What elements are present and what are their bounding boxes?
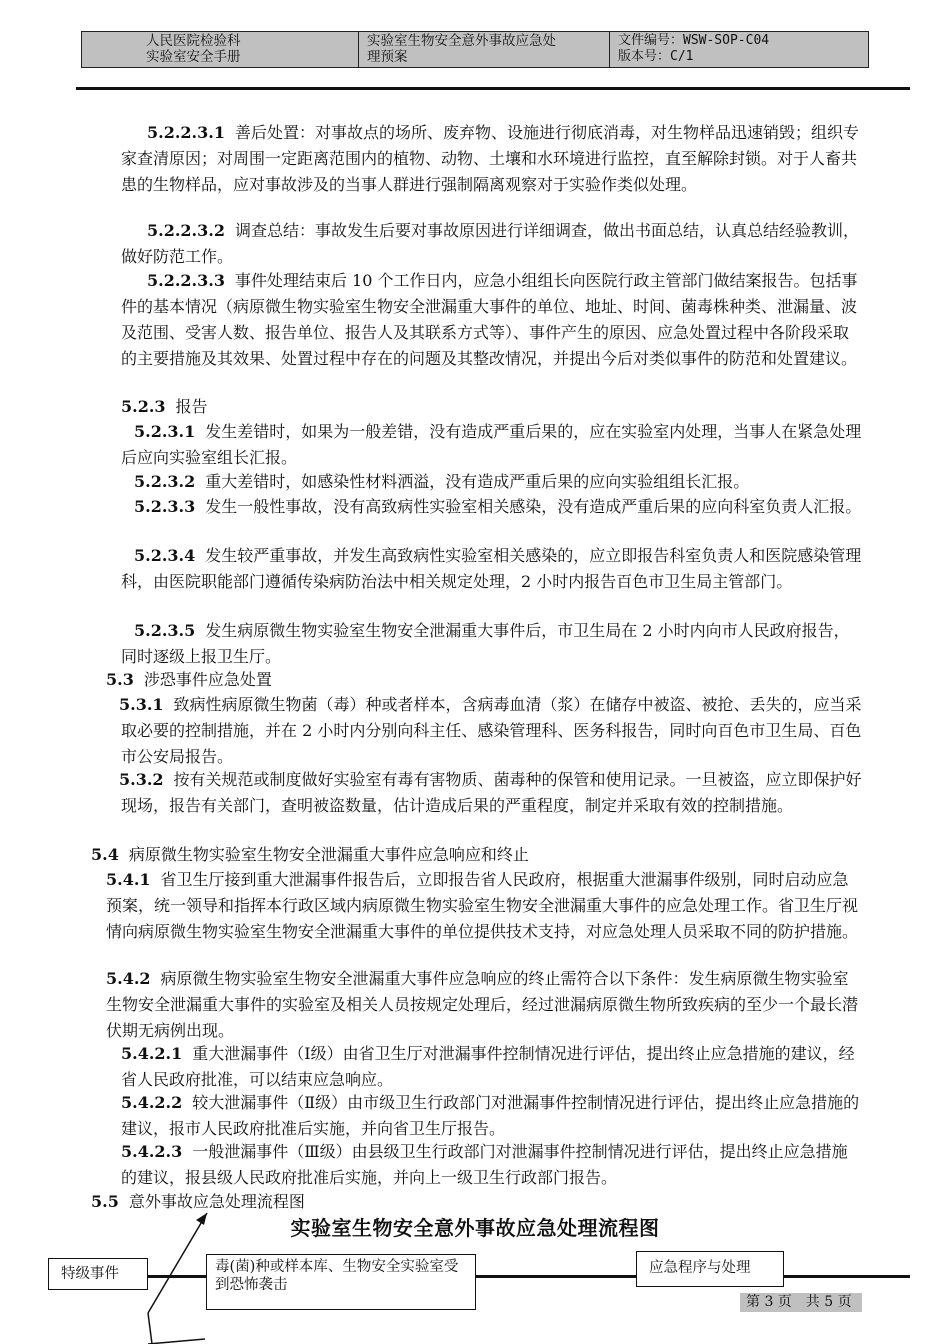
section-5-4-2-1: 5.4.2.1 重大泄漏事件（Ⅰ级）由省卫生厅对泄漏事件控制情况进行评估，提出终止应急措施的建议，经省人民政府批准，可以结束应急响应。 — [121, 1044, 855, 1089]
section-5-4-2: 5.4.2 病原微生物实验室生物安全泄漏重大事件应急响应的终止需符合以下条件：发生病原微生物实验室生物安全泄漏重大事件的实验室及相关人员按规定处理后，经过泄漏病原微生物所致疾病的至少一个最长潜伏期无病例出现。 — [106, 969, 859, 1040]
section-5-3: 5.3 涉恐事件应急处置 — [106, 670, 272, 689]
section-5-2-3-5: 5.2.3.5 发生病原微生物实验室生物安全泄漏重大事件后，市卫生局在 2 小时内向市人民政府报告，同时逐级上报卫生厅。 — [121, 621, 850, 666]
section-5-2-3-2: 5.2.3.2 重大差错时，如感染性材料洒溢，没有造成严重后果的应向实验组组长汇报。 — [134, 472, 750, 491]
section-5-2-3: 5.2.3 报告 — [121, 397, 208, 416]
section-5-4-1: 5.4.1 省卫生厅接到重大泄漏事件报告后，立即报告省人民政府，根据重大泄漏事件级别，同时启动应急预案，统一领导和指挥本行政区域内病原微生物实验室生物安全泄漏重大事件的应急处理工作。省卫生厅视情向病原微生物实验室生物安全泄漏重大事件的单位提供技术支持，对应急处理人员采取不同的防护措施。 — [106, 870, 859, 941]
flow-box-special-event: 特级事件 — [48, 1258, 148, 1290]
section-5-5: 5.5 意外事故应急处理流程图 — [91, 1192, 305, 1211]
section-5-2-2-3-3: 5.2.2.3.3 事件处理结束后 10 个工作日内，应急小组组长向医院行政主管部门做结案报告。包括事件的基本情况（病原微生物实验室生物安全泄漏重大事件的单位、地址、时间、菌毒株种类、泄漏量、波及范围、受害人数、报告单位、报告人及其联系方式等）、事件产生的原因、应急处置过程中各阶段采取的主要措施及其效果、处置过程中存在的问题及其整改情况，并提出今后对类似事件的防范和处置建议。 — [121, 271, 858, 368]
arrow-up-line — [148, 1213, 207, 1313]
arrow-up-head — [196, 1213, 207, 1225]
section-5-3-2: 5.3.2 按有关规范或制度做好实验室有毒有害物质、菌毒种的保管和使用记录。一旦被盗，应立即保护好现场，报告有关部门，查明被盗数量，估计造成后果的严重程度，制定并采取有效的控制措施。 — [119, 770, 862, 815]
section-5-2-2-3-1: 5.2.2.3.1 善后处置：对事故点的场所、废弃物、设施进行彻底消毒，对生物样品迅速销毁；组织专家查清原因；对周围一定距离范围内的植物、动物、土壤和水环境进行监控，直至解除封锁。对于人畜共患的生物样品，应对事故涉及的当事人群进行强制隔离观察对于实验作类似处理。 — [121, 123, 859, 194]
flowchart-title: 实验室生物安全意外事故应急处理流程图 — [290, 1216, 660, 1240]
flow-box-terror-attack: 毒(菌)种或样本库、生物安全实验室受到恐怖袭击 — [206, 1254, 476, 1310]
page-number: 第 3 页 共 5 页 — [746, 1294, 852, 1310]
arrow-right-line — [148, 1339, 205, 1344]
section-5-4-2-3: 5.4.2.3 一般泄漏事件（Ⅲ级）由县级卫生行政部门对泄漏事件控制情况进行评估，提出终止应急措施的建议，报县级人民政府批准后实施，并向上一级卫生行政部门报告。 — [121, 1142, 848, 1187]
section-5-3-1: 5.3.1 致病性病原微生物菌（毒）种或者样本，含病毒血清（浆）在储存中被盗、被抢、丢失的，应当采取必要的控制措施，并在 2 小时内分别向科主任、感染管理科、医务科报告，同时向百色市卫生局、百色市公安局报告。 — [119, 695, 862, 766]
section-5-2-3-3: 5.2.3.3 发生一般性事故，没有高致病性实验室相关感染，没有造成严重后果的应向科室负责人汇报。 — [134, 497, 862, 516]
flow-box-emergency-procedure: 应急程序与处理 — [636, 1251, 784, 1287]
header-docinfo: 文件编号：WSW-SOP-C04 版本号：C/1 — [618, 33, 770, 64]
section-5-2-2-3-2: 5.2.2.3.2 调查总结：事故发生后要对事故原因进行详细调查，做出书面总结，认真总结经验教训，做好防范工作。 — [121, 221, 859, 266]
section-5-4: 5.4 病原微生物实验室生物安全泄漏重大事件应急响应和终止 — [91, 845, 529, 864]
section-5-2-3-1: 5.2.3.1 发生差错时，如果为一般差错，没有造成严重后果的，应在实验室内处理，当事人在紧急处理后应向实验室组长汇报。 — [121, 422, 862, 467]
header-title: 实验室生物安全意外事故应急处 理预案 — [359, 32, 610, 67]
section-5-2-3-4: 5.2.3.4 发生较严重事故，并发生高致病性实验室相关感染的，应立即报告科室负责人和医院感染管理科，由医院职能部门遵循传染病防治法中相关规定处理，2 小时内报告百色市卫生局主管部门。 — [121, 546, 862, 591]
arrow-stem-line — [148, 1313, 152, 1344]
section-5-4-2-2: 5.4.2.2 较大泄漏事件（Ⅱ级）由市级卫生行政部门对泄漏事件控制情况进行评估，提出终止应急措施的建议，报市人民政府批准后实施，并向省卫生厅报告。 — [121, 1093, 860, 1138]
header-org: 人民医院检验科 实验室安全手册 — [82, 32, 359, 67]
